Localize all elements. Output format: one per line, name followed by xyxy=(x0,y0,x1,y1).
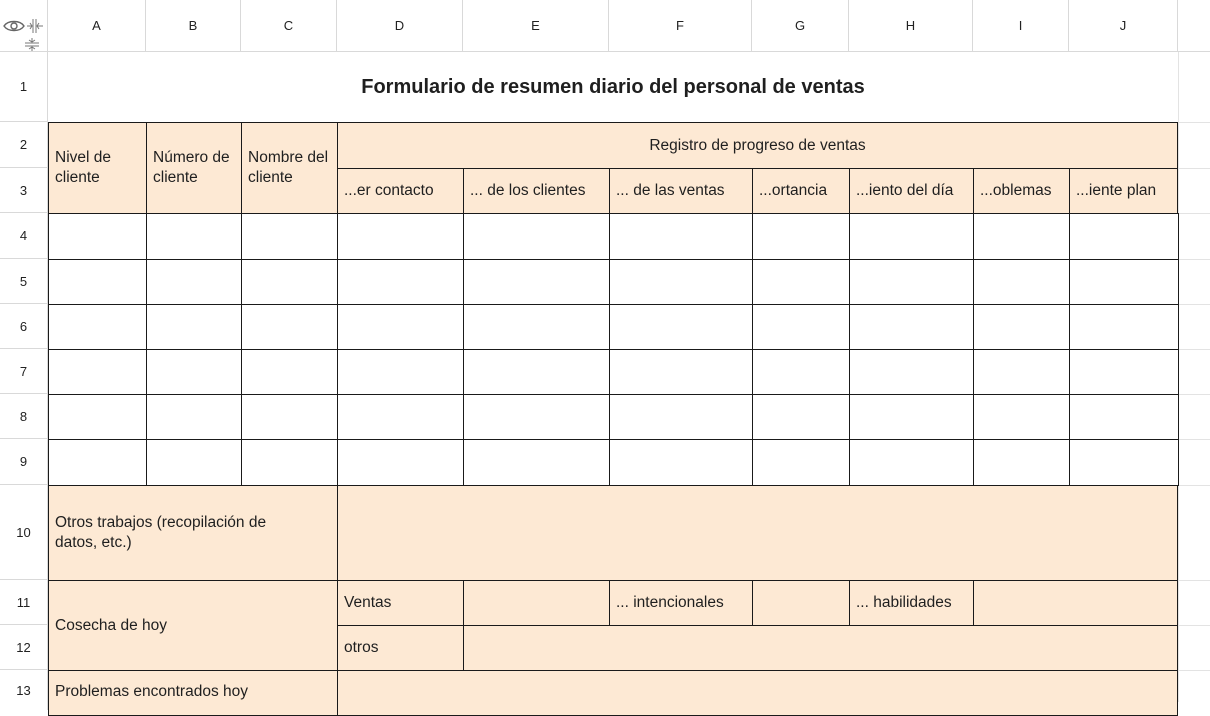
data-cell[interactable] xyxy=(48,259,147,305)
row-header-7[interactable]: 7 xyxy=(0,349,48,394)
row-header-3[interactable]: 3 xyxy=(0,168,48,213)
cell-habilidades-value[interactable] xyxy=(973,580,1178,626)
cell-otros-trabajos[interactable]: Otros trabajos (recopilación de datos, etc.) xyxy=(48,485,338,581)
column-header-h[interactable]: H xyxy=(849,0,973,52)
data-cell[interactable] xyxy=(1069,304,1179,350)
row-header-6[interactable]: 6 xyxy=(0,304,48,349)
cell-d3[interactable]: ...er contacto xyxy=(337,168,464,214)
cell-intencionales[interactable]: ... intencionales xyxy=(609,580,753,626)
header-corner[interactable] xyxy=(0,0,48,52)
cell-j3[interactable]: ...iente plan xyxy=(1069,168,1178,214)
cell-registro-de-progreso[interactable]: Registro de progreso de ventas xyxy=(337,122,1178,169)
data-cell[interactable] xyxy=(241,304,338,350)
data-cell[interactable] xyxy=(463,213,610,260)
row-header-13[interactable]: 13 xyxy=(0,670,48,710)
data-cell[interactable] xyxy=(463,349,610,395)
data-cell[interactable] xyxy=(337,259,464,305)
cell-e3[interactable]: ... de los clientes xyxy=(463,168,610,214)
data-cell[interactable] xyxy=(849,394,974,440)
data-cell[interactable] xyxy=(48,213,147,260)
data-cell[interactable] xyxy=(241,349,338,395)
gridline xyxy=(1178,304,1210,305)
data-cell[interactable] xyxy=(463,259,610,305)
gridline xyxy=(1178,168,1210,169)
data-cell[interactable] xyxy=(48,439,147,486)
data-cell[interactable] xyxy=(849,259,974,305)
data-cell[interactable] xyxy=(241,213,338,260)
data-cell[interactable] xyxy=(337,439,464,486)
gridline xyxy=(1178,485,1210,486)
cell-nivel-de-cliente[interactable]: Nivel de cliente xyxy=(48,122,147,214)
row-header-9[interactable]: 9 xyxy=(0,439,48,485)
cell-cosecha-de-hoy[interactable]: Cosecha de hoy xyxy=(48,580,338,671)
gridline xyxy=(1178,394,1210,395)
row-header-12[interactable]: 12 xyxy=(0,625,48,670)
data-cell[interactable] xyxy=(973,394,1070,440)
cell-otros[interactable]: otros xyxy=(337,625,464,671)
cell-i3[interactable]: ...oblemas xyxy=(973,168,1070,214)
column-header-c[interactable]: C xyxy=(241,0,337,52)
data-cell[interactable] xyxy=(146,259,242,305)
gridline xyxy=(1178,670,1210,671)
data-cell[interactable] xyxy=(241,394,338,440)
data-cell[interactable] xyxy=(1069,439,1179,486)
column-header-b[interactable]: B xyxy=(146,0,241,52)
data-cell[interactable] xyxy=(973,439,1070,486)
data-cell[interactable] xyxy=(241,439,338,486)
cell-numero-de-cliente[interactable]: Número de cliente xyxy=(146,122,242,214)
cell-g3[interactable]: ...ortancia xyxy=(752,168,850,214)
cell-h3[interactable]: ...iento del día xyxy=(849,168,974,214)
data-cell[interactable] xyxy=(1069,259,1179,305)
data-cell[interactable] xyxy=(1069,213,1179,260)
data-cell[interactable] xyxy=(241,259,338,305)
row-header-1[interactable]: 1 xyxy=(0,52,48,122)
data-cell[interactable] xyxy=(463,304,610,350)
data-cell[interactable] xyxy=(337,394,464,440)
cell-otros-value[interactable] xyxy=(463,625,1178,671)
data-cell[interactable] xyxy=(48,349,147,395)
column-header-d[interactable]: D xyxy=(337,0,463,52)
data-cell[interactable] xyxy=(463,439,610,486)
row-header-5[interactable]: 5 xyxy=(0,259,48,304)
cell-ventas-value[interactable] xyxy=(463,580,610,626)
row-header-2[interactable]: 2 xyxy=(0,122,48,168)
cell-intencionales-value[interactable] xyxy=(752,580,850,626)
freeze-columns-icon[interactable] xyxy=(26,18,46,34)
cell-nombre-del-cliente[interactable]: Nombre del cliente xyxy=(241,122,338,214)
eye-icon[interactable] xyxy=(3,18,25,34)
data-cell[interactable] xyxy=(849,349,974,395)
row-header-11[interactable]: 11 xyxy=(0,580,48,625)
data-cell[interactable] xyxy=(973,304,1070,350)
data-cell[interactable] xyxy=(146,213,242,260)
data-cell[interactable] xyxy=(609,213,753,260)
column-header-j[interactable]: J xyxy=(1069,0,1178,52)
gridline xyxy=(1178,259,1210,260)
data-cell[interactable] xyxy=(337,213,464,260)
row-header-4[interactable]: 4 xyxy=(0,213,48,259)
data-cell[interactable] xyxy=(973,213,1070,260)
column-header-a[interactable]: A xyxy=(48,0,146,52)
gridline xyxy=(1178,439,1210,440)
column-header-i[interactable]: I xyxy=(973,0,1069,52)
data-cell[interactable] xyxy=(849,439,974,486)
cell-ventas[interactable]: Ventas xyxy=(337,580,464,626)
data-cell[interactable] xyxy=(1069,349,1179,395)
data-cell[interactable] xyxy=(337,304,464,350)
gridline xyxy=(1178,580,1210,581)
data-cell[interactable] xyxy=(973,259,1070,305)
data-cell[interactable] xyxy=(1069,394,1179,440)
data-cell[interactable] xyxy=(752,259,850,305)
cell-otros-trabajos-value[interactable] xyxy=(337,485,1178,581)
data-cell[interactable] xyxy=(146,439,242,486)
data-cell[interactable] xyxy=(146,349,242,395)
cell-problemas-encontrados[interactable]: Problemas encontrados hoy xyxy=(48,670,338,716)
data-cell[interactable] xyxy=(609,394,753,440)
data-cell[interactable] xyxy=(973,349,1070,395)
data-cell[interactable] xyxy=(752,439,850,486)
data-cell[interactable] xyxy=(609,349,753,395)
data-cell[interactable] xyxy=(752,349,850,395)
data-cell[interactable] xyxy=(609,259,753,305)
column-header-e[interactable]: E xyxy=(463,0,609,52)
gridline xyxy=(1178,349,1210,350)
sheet-title[interactable]: Formulario de resumen diario del personal de ventas xyxy=(361,75,865,98)
data-cell[interactable] xyxy=(752,213,850,260)
data-cell[interactable] xyxy=(752,394,850,440)
data-cell[interactable] xyxy=(337,349,464,395)
data-cell[interactable] xyxy=(48,394,147,440)
data-cell[interactable] xyxy=(146,394,242,440)
data-cell[interactable] xyxy=(146,304,242,350)
row-header-8[interactable]: 8 xyxy=(0,394,48,439)
gridline xyxy=(1178,213,1210,214)
data-cell[interactable] xyxy=(463,394,610,440)
column-header-f[interactable]: F xyxy=(609,0,752,52)
data-cell[interactable] xyxy=(849,213,974,260)
data-cell[interactable] xyxy=(48,304,147,350)
gridline xyxy=(1178,625,1210,626)
cell-habilidades[interactable]: ... habilidades xyxy=(849,580,974,626)
data-cell[interactable] xyxy=(609,304,753,350)
data-cell[interactable] xyxy=(752,304,850,350)
data-cell[interactable] xyxy=(609,439,753,486)
data-cell[interactable] xyxy=(849,304,974,350)
row-header-10[interactable]: 10 xyxy=(0,485,48,580)
freeze-rows-icon[interactable] xyxy=(24,38,40,52)
column-header-g[interactable]: G xyxy=(752,0,849,52)
column-header-empty[interactable] xyxy=(1178,0,1210,52)
cell-f3[interactable]: ... de las ventas xyxy=(609,168,753,214)
cell-problemas-value[interactable] xyxy=(337,670,1178,716)
